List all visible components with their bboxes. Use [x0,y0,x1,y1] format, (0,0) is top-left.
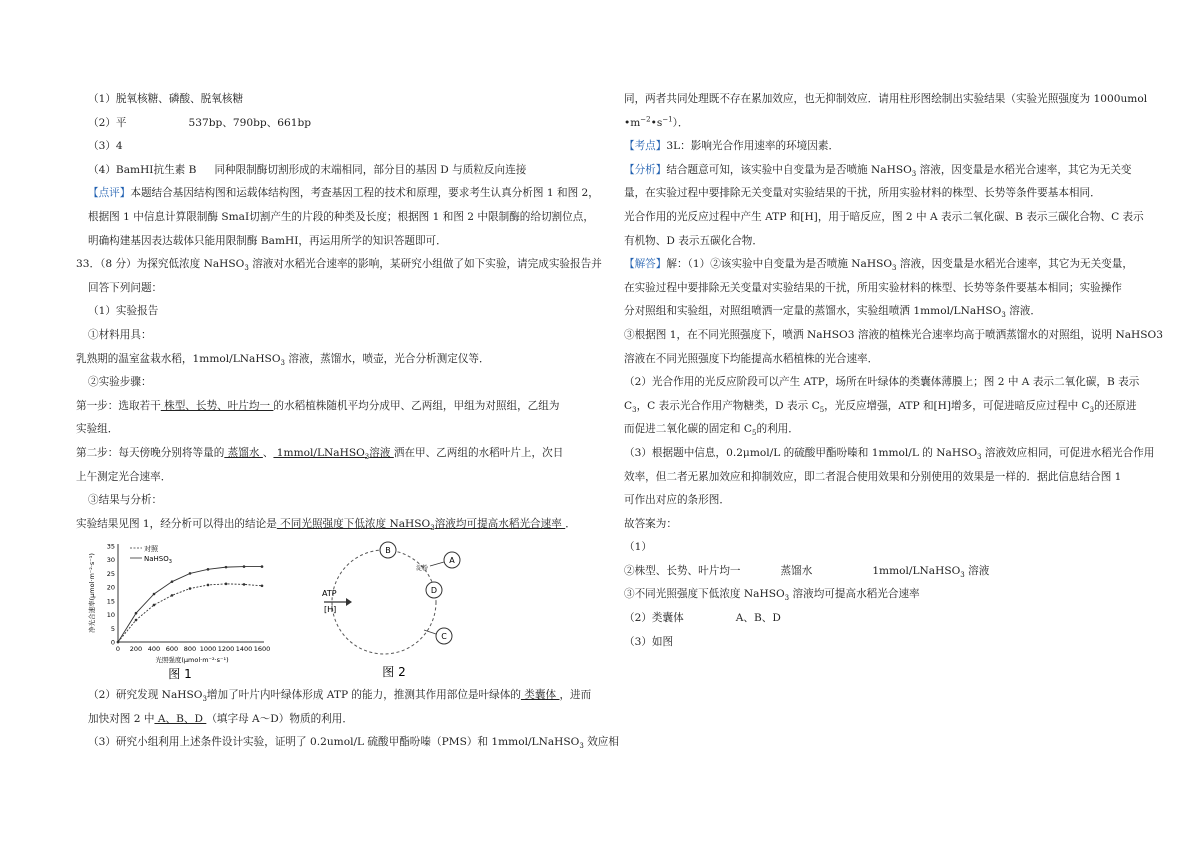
y-tick-label: 15 [106,597,115,606]
ans-2b: 蒸馏水 [780,564,813,577]
atp-label: ATP [322,589,337,599]
r2-sup-2: −1 [662,115,673,124]
y-tick-label: 5 [110,625,115,634]
r2-sup-1: −2 [640,115,651,124]
sub-3: 3 [911,169,917,178]
sub-3: 3 [977,453,982,462]
q3-b: 效应相 [583,736,619,749]
step-1-line-2: 实验组． [76,423,119,436]
nahso3-point [225,566,228,569]
figure-2 [320,538,500,690]
nahso3-point [117,641,120,644]
step-1-line [76,395,593,419]
step-2-line [76,442,593,466]
solution-7c: ，光反应增强，ATP 和[H]增多，可促进暗反应过程中 C [824,399,1090,412]
step1-a: 第一步：选取若干 [76,399,161,412]
conclusion-a: 实验结果见图 1，经分析可以得出的结论是 [76,517,277,530]
analysis-line-4: 有机物、D 表示五碳化合物． [624,234,763,247]
nahso3-point [135,612,138,615]
solution-1b: 溶液，因变量是水稻光合速率，其它为无关变量， [896,258,1133,271]
ans-2d: 溶液 [964,564,990,577]
solution-line-7 [624,395,1137,419]
node-d-label: D [430,586,438,596]
x-tick-label: 400 [147,645,161,654]
series-nahso3-line [118,567,262,642]
sub-3: 3 [1001,311,1006,320]
q2-a: （2）研究发现 NaHSO [88,689,203,702]
ans-4b: A、B、D [735,612,781,625]
glucose-label: 淀粉 [416,565,429,573]
figure-2-caption: 图 2 [382,665,406,680]
solution-9a: （3）根据题中信息，0.2μmol/L 的硫酸甲酯吩嗪和 1mmol/L 的 NaHSO [624,446,978,459]
ans-3b: 溶液均可提高水稻光合速率 [789,588,920,601]
sub-3: 3 [1089,405,1095,414]
answer-4-a: （4）BamHⅠ抗生素 B [88,163,197,176]
right-column [624,88,1163,654]
control-point [225,583,228,586]
node-a-label: A [449,556,455,566]
node-c-label: C [441,632,447,642]
h-label: [H] [324,605,337,615]
x-tick-label: 1000 [199,645,217,654]
answer-line-2 [88,112,593,136]
analysis-line-2: 量，在实验过程中要排除无关变量对实验结果的干扰，所用实验材料的株型、长势等条件要基本相同． [624,187,1101,200]
step-report: （1）实验报告 [88,305,159,318]
step2-answer-2 [273,446,394,462]
answer-line-3: （3）4 [88,140,123,153]
solution-7b: ，C 表示光合作用产物糖类，D 表示 C [636,399,820,412]
legend-exp-sub: 3 [168,559,172,566]
step2-answer-2a: 1mmol/LNaHSO [273,446,365,459]
ans-3a: ③不同光照强度下低浓度 NaHSO [624,588,785,601]
solution-8b: 的利用． [756,423,799,436]
nahso3-point [243,566,246,569]
solution-line-1 [624,253,1133,277]
sub-3: 3 [244,264,249,273]
control-point [189,587,192,590]
y-axis-label: 净光合速率(μmol·m⁻²·s⁻¹) [88,553,96,634]
r2-b: •s [650,116,663,129]
question-33-line-1 [76,253,602,277]
solution-line-8 [624,418,1116,442]
figure-1-chart [84,538,284,680]
solution-tag: 【解答】 [624,258,667,271]
atp-arrowhead [346,598,352,606]
answer-2-b: 537bp、790bp、661bp [188,116,312,129]
y-tick-label: 25 [106,570,115,579]
sub-3: 3 [632,405,637,414]
step1-answer: 株型、长势、叶片均一 [160,399,274,412]
sub-5: 5 [752,429,757,438]
y-tick-label: 35 [106,542,115,551]
solution-line-2: 在实验过程中要排除无关变量对实验结果的干扰，所用实验材料的株型、长势等条件要基本相同；实验操作 [624,281,1122,294]
sub-3: 3 [430,523,435,532]
control-point [207,584,210,587]
step-2-line-2: 上午测定光合速率． [76,470,172,483]
step2-answer-2b: 溶液 [369,446,394,459]
nahso3-point [207,568,210,571]
answer-part-1-items [624,560,1116,584]
answer-part-2 [624,607,1116,631]
nahso3-point [189,572,192,575]
x-axis-label: 光照强度(μmol·m⁻²·s⁻¹) [155,656,229,665]
left-column [76,88,619,755]
materials-b: 溶液，蒸馏水，喷壶，光合分析测定仪等． [284,352,490,365]
x-tick-label: 600 [165,645,179,654]
conclusion-b: ． [565,517,576,530]
solution-7a: C [624,399,633,412]
control-point [171,594,174,597]
answer-line-4 [88,159,593,183]
x-tick-label: 1600 [253,645,271,654]
solution-line-4: ③根据图 1，在不同光照强度下，喷洒 NaHSO3 溶液的植株光合速率均高于喷洒蒸馏水的对照组，说明 NaHSO3 [624,328,1163,341]
r2-c: ）． [672,116,689,129]
sub-3: 3 [579,742,584,751]
sub-3: 3 [202,695,207,704]
conclusion-answer-b: 溶液均可提高水稻光合速率 [434,517,566,530]
x-tick-label: 1400 [235,645,253,654]
control-point [243,583,246,586]
nahso3-point [153,593,156,596]
r2-a: •m [624,116,641,129]
answer-4-b: 同种限制酶切割形成的末端相同，部分目的基因 D 与质粒反向连接 [214,163,527,176]
step2-answer-1: 蒸馏水 [224,446,263,459]
q33-b: 溶液对水稻光合速率的影响，某研究小组做了如下实验，请完成实验报告并 [248,258,602,271]
ans-4a: （2）类囊体 [624,612,684,625]
analysis-line-3: 光合作用的光反应过程中产生 ATP 和[H]，用于暗反应，图 2 中 A 表示二氧化碳、B 表示三碳化合物、C 表示 [624,210,1144,223]
answer-part-3: （3）如图 [624,635,674,648]
solution-9b: 溶液效应相同，可促进水稻光合作用 [981,446,1155,459]
step2-a: 第二步：每天傍晚分别将等量的 [76,446,225,459]
figure-1-caption: 图 1 [168,667,192,682]
q2-b: 增加了叶片内叶绿体形成 ATP 的能力，推测其作用部位是叶绿体的 [206,689,521,702]
step1-b: 的水稻植株随机平均分成甲、乙两组，甲组为对照组，乙组为 [273,399,560,412]
ans-2c: 1mmol/LNaHSO [872,564,961,577]
right-line-2 [624,112,1116,136]
step2-sep: 、 [262,446,274,459]
question-33-line-2: 回答下列问题： [88,281,163,294]
analysis-line-1 [624,159,1132,183]
conclusion-answer [277,518,565,530]
solution-line-6: （2）光合作用的光反应阶段可以产生 ATP，场所在叶绿体的类囊体薄膜上；图 2 中 A 表示二氧化碳，B 表示 [624,376,1140,389]
solution-line-11: 可作出对应的条形图． [624,494,730,507]
figure-1 [84,538,284,690]
answer-2-a: （2）平 [88,116,127,129]
y-tick-label: 20 [106,583,115,592]
materials-a: 乳熟期的温室盆栽水稻，1mmol/LNaHSO [76,352,281,365]
y-tick-label: 10 [106,611,115,620]
legend-ctrl-label: 对照 [144,545,158,554]
knowledge-point-line [624,135,1116,159]
x-tick-label: 1200 [217,645,235,654]
review-line-1 [88,182,599,206]
review-tag: 【点评】 [88,187,131,200]
review-text-1: 本题结合基因结构图和运载体结构图，考查基因工程的技术和原理，要求考生认真分析图 1 和图 2， [130,187,599,200]
sub-3: 3 [960,570,965,579]
review-line-3: 明确构建基因表达载体只能用限制酶 BamHⅠ，再运用所学的知识答题即可． [88,234,447,247]
sub-5: 5 [819,405,825,414]
control-point [135,619,138,622]
question-3-line-1 [88,731,619,755]
nahso3-point [171,581,174,584]
solution-8a: 而促进二氧化碳的固定和 C [624,423,753,436]
review-line-2: 根据图 1 中信息计算限制酶 SmaⅠ切割产生的片段的种类及长度；根据图 1 和图 2 中限制酶的给切割位点， [88,210,594,223]
sub-3: 3 [280,358,285,367]
solution-7d: 的还原进 [1094,399,1137,412]
solution-line-10: 效率，但二者无累加效应和抑制效应，即二者混合使用效果和分别使用的效果是一样的．据此信息结合图 1 [624,470,1122,483]
q2-2-b: （填字母 A～D）物质的利用． [206,712,353,725]
series-control-line [118,584,262,642]
q33-a: 33．（8 分）为探究低浓度 NaHSO [76,258,245,271]
legend-exp-label [144,555,172,565]
right-line-1: 同，两者共同处理既不存在累加效应，也无抑制效应．请用柱形图绘制出实验结果（实验光照强度为 1000umol [624,93,1148,105]
q2-2-a: 加快对图 2 中 [88,712,155,725]
a-connector [430,562,444,566]
solution-3b: 溶液． [1005,305,1041,318]
control-point [153,604,156,607]
step-procedure: ②实验步骤： [88,376,152,389]
analysis-tag: 【分析】 [624,163,667,176]
sub-3: 3 [364,453,370,462]
solution-1a: 解：（1）②该实验中自变量为是否喷施 NaHSO [666,258,893,271]
step-materials: ①材料用具： [88,328,152,341]
solution-line-3 [624,300,1116,324]
q2-2-answer: A、B、D [154,712,207,725]
legend-exp-text: NaHSO [144,555,169,564]
analysis-1a: 结合题意可知，该实验中自变量为是否喷施 NaHSO [666,163,912,176]
knowledge-tag: 【考点】 [624,140,667,153]
y-tick-label: 30 [106,556,115,565]
q2-c: ，进而 [559,689,592,702]
solution-line-5: 溶液在不同光照强度下均能提高水稻植株的光合速率． [624,352,879,365]
x-tick-label: 800 [183,645,197,654]
q3-a: （3）研究小组利用上述条件设计实验，证明了 0.2umol/L 硫酸甲酯吩嗪（PMS）和 1mmol/LNaHSO [88,736,580,749]
control-point [261,585,264,588]
sub-3: 3 [892,264,897,273]
figure-2-diagram [320,538,500,680]
nahso3-point [261,566,264,569]
knowledge-text: 3L：影响光合作用速率的环境因素． [666,140,840,153]
figures-row [88,538,593,680]
answer-part-1: （1） [624,541,652,554]
answer-line-1: （1）脱氧核糖、磷酸、脱氧核糖 [88,93,244,105]
ans-2a: ②株型、长势、叶片均一 [624,564,741,577]
solution-3a: 分对照组和实验组，对照组喷洒一定量的蒸馏水，实验组喷洒 1mmol/LNaHSO [624,305,1002,318]
answers-heading: 故答案为： [624,517,677,530]
x-tick-label: 0 [115,645,121,654]
answer-part-1-conclusion [624,583,1116,607]
node-b-label: B [385,546,391,556]
conclusion-answer-a: 不同光照强度下低浓度 NaHSO [276,517,431,530]
sub-3: 3 [784,594,790,603]
analysis-1b: 溶液，因变量是水稻光合速率，其它为无关变 [916,163,1132,176]
q2-answer: 类囊体 [520,689,560,702]
y-tick-label: 0 [110,638,115,647]
solution-line-9 [624,442,1155,466]
conclusion-line [76,513,593,537]
question-2-line-2 [88,708,593,732]
materials-line [76,348,593,372]
step-results: ③结果与分析： [88,494,163,507]
x-tick-label: 200 [129,645,143,654]
step2-b: 洒在甲、乙两组的水稻叶片上，次日 [393,446,564,459]
